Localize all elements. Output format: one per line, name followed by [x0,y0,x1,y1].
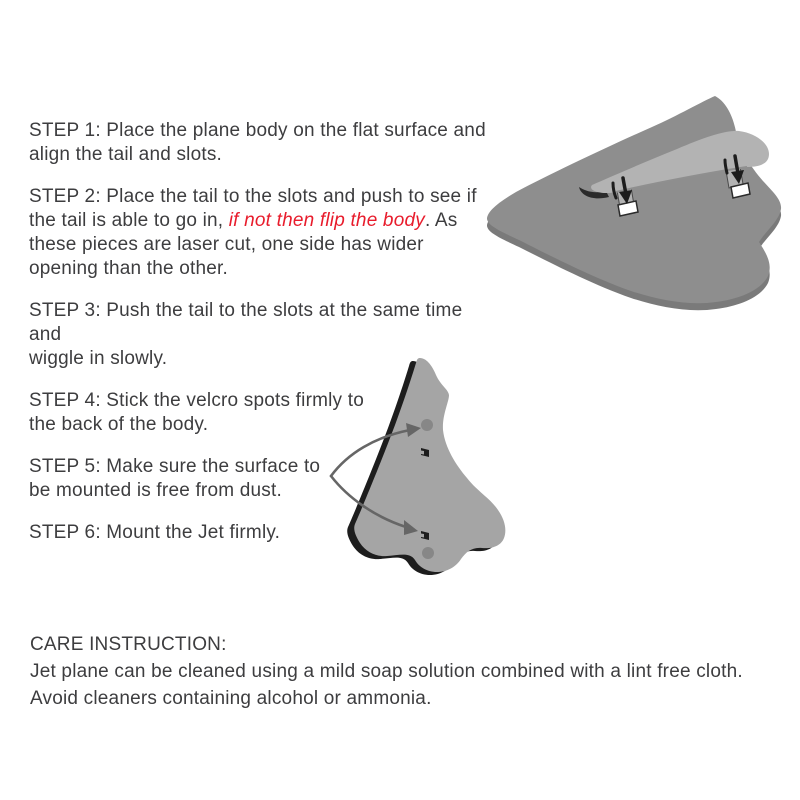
step-3-line-1: STEP 3: Push the tail to the slots at the same time and [29,300,463,345]
step-2-line-3: these pieces are laser cut, one side has wider [29,234,424,255]
step-1-line-1: STEP 1: Place the plane body on the flat surface and [29,120,486,141]
step-5-line-1: STEP 5: Make sure the surface to [29,456,321,477]
step-2-warning-text: if not then flip the body [228,210,425,231]
step-2-line-2 [29,209,491,233]
velcro-spot-bottom [422,547,434,559]
care-heading: CARE INSTRUCTION: [30,634,227,655]
step-4-line-2: the back of the body. [29,414,209,435]
plane-body-shape [487,96,781,303]
step-5-line-2: be mounted is free from dust. [29,480,282,501]
step-1-line-2: align the tail and slots. [29,144,223,165]
care-line-2: Avoid cleaners containing alcohol or ammonia. [30,688,432,709]
velcro-spot-top [421,419,433,431]
step-4-line-1: STEP 4: Stick the velcro spots firmly to [29,390,364,411]
step-2-line-1: STEP 2: Place the tail to the slots and push to see if [29,186,477,207]
care-instruction [30,631,770,712]
step-6-line-1: STEP 6: Mount the Jet firmly. [29,522,281,543]
step-1 [29,119,491,167]
velcro-back-view-diagram [320,345,570,610]
step-3-line-2: wiggle in slowly. [29,348,168,369]
step-2-line-2-prefix: the tail is able to go in, [29,210,229,231]
tail-insertion-diagram [475,88,800,313]
step-2-line-4: opening than the other. [29,258,228,279]
step-2 [29,185,491,281]
step-2-line-2-suffix: . As [424,210,458,231]
care-line-1: Jet plane can be cleaned using a mild soap solution combined with a lint free cloth. [30,661,743,682]
